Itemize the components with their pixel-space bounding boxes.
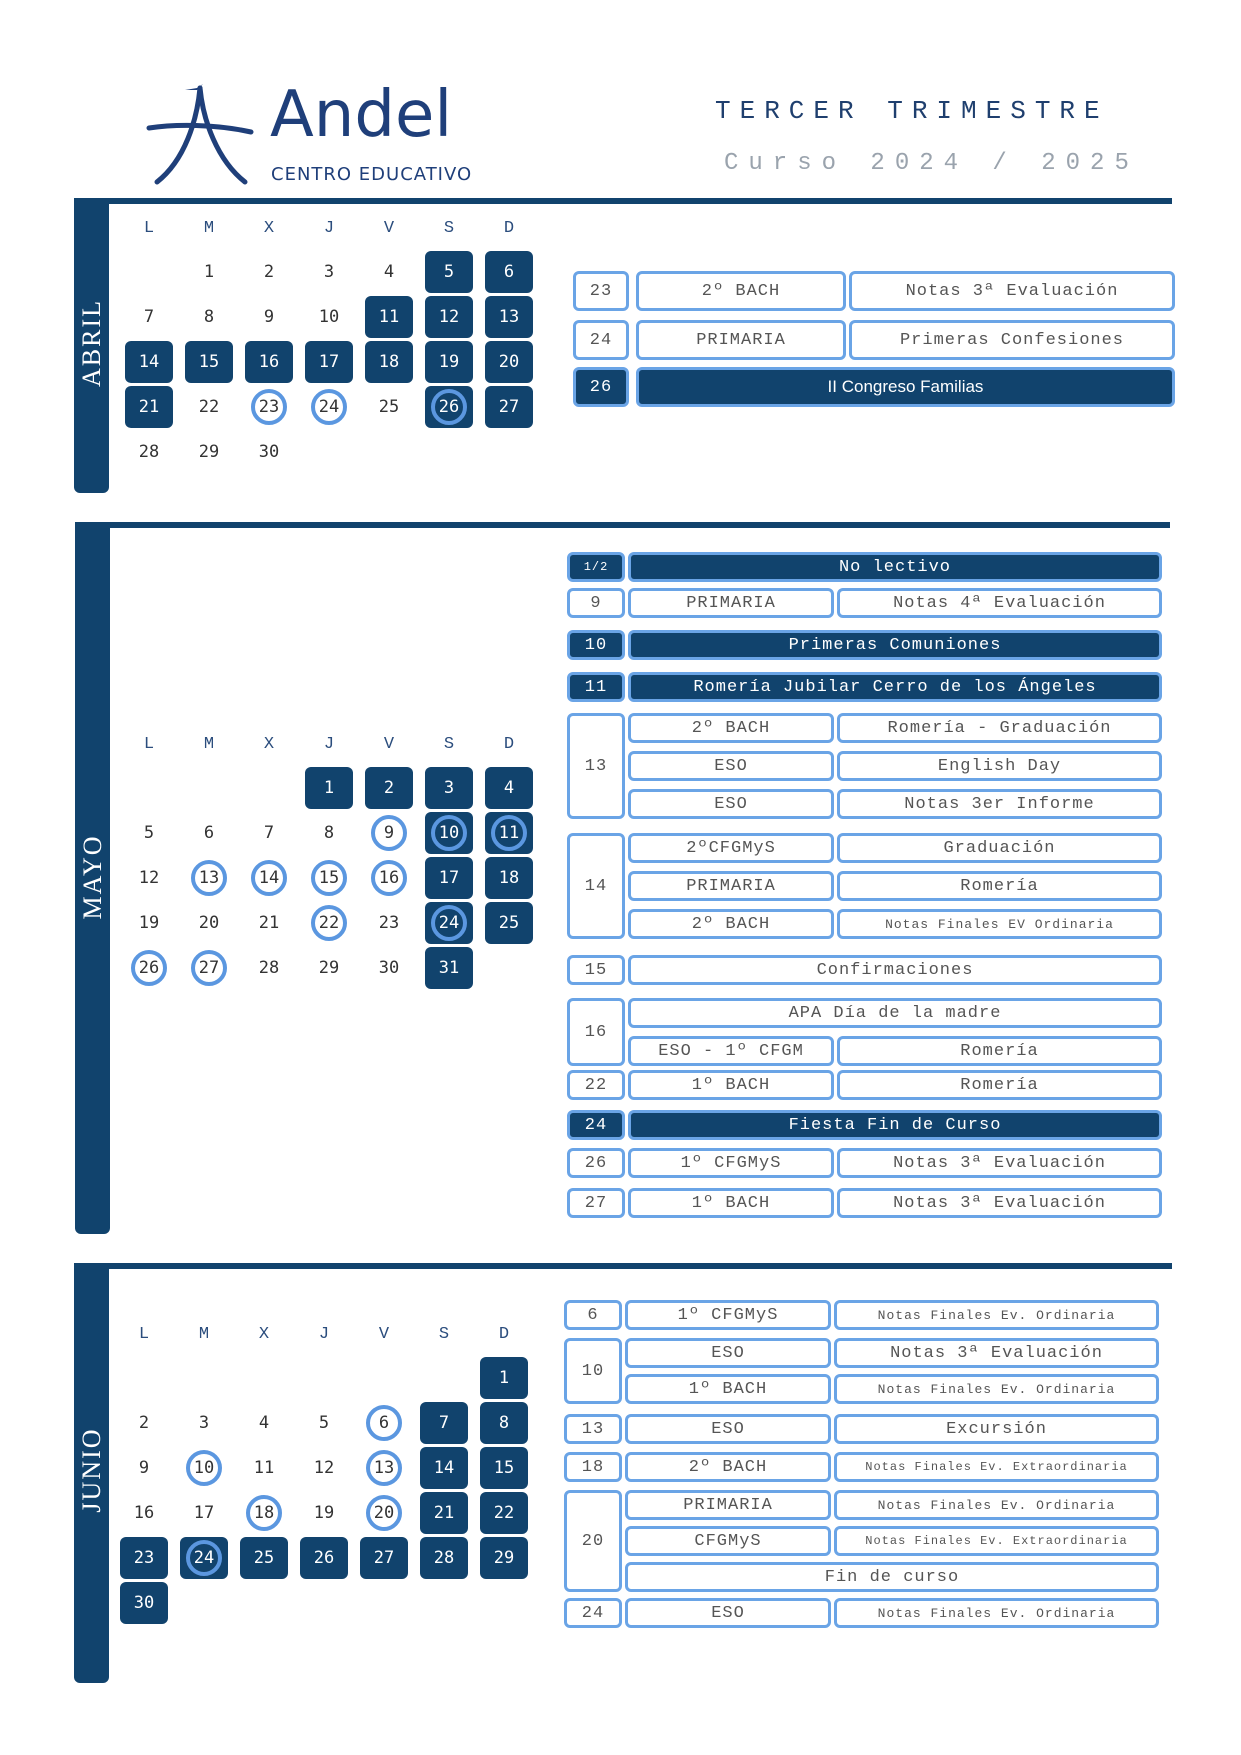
weekday-header: V bbox=[383, 218, 395, 238]
event-group: PRIMARIA bbox=[625, 1490, 831, 1520]
event-group: PRIMARIA bbox=[636, 320, 846, 360]
event-text: Fiesta Fin de Curso bbox=[628, 1110, 1162, 1140]
event-group: 1º BACH bbox=[625, 1374, 831, 1404]
calendar-day: 20 bbox=[198, 913, 220, 933]
calendar-day: 12 bbox=[138, 868, 160, 888]
weekday-header: J bbox=[323, 218, 335, 238]
calendar-day: 10 bbox=[425, 812, 473, 854]
calendar-day: 15 bbox=[305, 857, 353, 899]
event-day: 24 bbox=[567, 1110, 625, 1140]
weekday-header: D bbox=[503, 218, 515, 238]
weekday-header: L bbox=[143, 734, 155, 754]
calendar-day: 22 bbox=[480, 1492, 528, 1534]
logo-mark-icon bbox=[145, 80, 255, 190]
weekday-header: M bbox=[203, 218, 215, 238]
calendar-day: 6 bbox=[203, 823, 215, 843]
event-group: ESO bbox=[625, 1338, 831, 1368]
event-day: 24 bbox=[573, 320, 629, 360]
event-day: 13 bbox=[564, 1414, 622, 1444]
calendar-day: 8 bbox=[480, 1402, 528, 1444]
event-group: PRIMARIA bbox=[628, 588, 834, 618]
event-text: Notas 3ª Evaluación bbox=[834, 1338, 1159, 1368]
calendar-day: 7 bbox=[420, 1402, 468, 1444]
event-group: ESO bbox=[628, 789, 834, 819]
calendar-day: 30 bbox=[258, 442, 280, 462]
event-day: 10 bbox=[567, 630, 625, 660]
event-text: Romería bbox=[837, 871, 1162, 901]
calendar-day: 1 bbox=[305, 767, 353, 809]
event-group: 2º BACH bbox=[628, 713, 834, 743]
calendar-day: 3 bbox=[425, 767, 473, 809]
event-text: Primeras Comuniones bbox=[628, 630, 1162, 660]
event-group: 2º BACH bbox=[636, 271, 846, 311]
calendar-day: 16 bbox=[365, 857, 413, 899]
calendar-day: 9 bbox=[138, 1458, 150, 1478]
event-text: Romería bbox=[837, 1036, 1162, 1066]
event-group: 2ºCFGMyS bbox=[628, 833, 834, 863]
event-text: Graduación bbox=[837, 833, 1162, 863]
section-divider-may bbox=[75, 522, 1170, 528]
calendar-day: 23 bbox=[245, 386, 293, 428]
calendar-day: 30 bbox=[378, 958, 400, 978]
calendar-day: 14 bbox=[125, 341, 173, 383]
calendar-day: 3 bbox=[323, 262, 335, 282]
calendar-day: 18 bbox=[365, 341, 413, 383]
event-text: Notas Finales EV Ordinaria bbox=[837, 909, 1162, 939]
event-group: 2º BACH bbox=[625, 1452, 831, 1482]
page-subtitle: Curso 2024 / 2025 bbox=[724, 150, 1139, 177]
calendar-day: 26 bbox=[425, 386, 473, 428]
event-day: 14 bbox=[567, 833, 625, 939]
event-day: 18 bbox=[564, 1452, 622, 1482]
calendar-day: 28 bbox=[420, 1537, 468, 1579]
calendar-day: 2 bbox=[263, 262, 275, 282]
calendar-day: 27 bbox=[185, 947, 233, 989]
event-text: Notas Finales Ev. Ordinaria bbox=[834, 1374, 1159, 1404]
calendar-day: 28 bbox=[258, 958, 280, 978]
calendar-day: 4 bbox=[258, 1413, 270, 1433]
event-text: II Congreso Familias bbox=[636, 367, 1175, 407]
weekday-header: X bbox=[263, 218, 275, 238]
calendar-day: 16 bbox=[133, 1503, 155, 1523]
event-group: PRIMARIA bbox=[628, 871, 834, 901]
weekday-header: V bbox=[378, 1324, 390, 1344]
calendar-day: 5 bbox=[318, 1413, 330, 1433]
event-group: ESO - 1º CFGM bbox=[628, 1036, 834, 1066]
calendar-day: 2 bbox=[365, 767, 413, 809]
event-group: ESO bbox=[628, 751, 834, 781]
event-day: 22 bbox=[567, 1070, 625, 1100]
calendar-day: 9 bbox=[263, 307, 275, 327]
calendar-day: 27 bbox=[360, 1537, 408, 1579]
event-text: Notas 3ª Evaluación bbox=[849, 271, 1175, 311]
calendar-day: 12 bbox=[425, 296, 473, 338]
event-day: 23 bbox=[573, 271, 629, 311]
event-text: Notas Finales Ev. Ordinaria bbox=[834, 1490, 1159, 1520]
calendar-day: 17 bbox=[193, 1503, 215, 1523]
weekday-header: V bbox=[383, 734, 395, 754]
event-text: Notas Finales Ev. Ordinaria bbox=[834, 1300, 1159, 1330]
calendar-day: 29 bbox=[480, 1537, 528, 1579]
calendar-day: 19 bbox=[138, 913, 160, 933]
event-day: 6 bbox=[564, 1300, 622, 1330]
calendar-day: 7 bbox=[263, 823, 275, 843]
calendar-day: 17 bbox=[425, 857, 473, 899]
event-group: 1º BACH bbox=[628, 1070, 834, 1100]
calendar-day: 12 bbox=[313, 1458, 335, 1478]
calendar-day: 15 bbox=[185, 341, 233, 383]
calendar-day: 13 bbox=[360, 1447, 408, 1489]
calendar-day: 6 bbox=[485, 251, 533, 293]
calendar-day: 19 bbox=[425, 341, 473, 383]
calendar-day: 6 bbox=[360, 1402, 408, 1444]
calendar-day: 15 bbox=[480, 1447, 528, 1489]
calendar-day: 1 bbox=[480, 1357, 528, 1399]
section-divider-june bbox=[74, 1263, 1172, 1269]
event-day: 16 bbox=[567, 998, 625, 1066]
calendar-day: 20 bbox=[360, 1492, 408, 1534]
calendar-day: 26 bbox=[125, 947, 173, 989]
event-text: No lectivo bbox=[628, 552, 1162, 582]
calendar-day: 18 bbox=[485, 857, 533, 899]
calendar-day: 13 bbox=[485, 296, 533, 338]
calendar-day: 8 bbox=[203, 307, 215, 327]
event-text: Notas 3er Informe bbox=[837, 789, 1162, 819]
calendar-day: 24 bbox=[305, 386, 353, 428]
calendar-day: 27 bbox=[485, 386, 533, 428]
event-text: Notas Finales Ev. Extraordinaria bbox=[834, 1526, 1159, 1556]
event-group: 2º BACH bbox=[628, 909, 834, 939]
calendar-day: 24 bbox=[425, 902, 473, 944]
event-day: 1/2 bbox=[567, 552, 625, 582]
event-text: English Day bbox=[837, 751, 1162, 781]
event-day: 26 bbox=[573, 367, 629, 407]
weekday-header: S bbox=[443, 734, 455, 754]
calendar-day: 20 bbox=[485, 341, 533, 383]
calendar-day: 9 bbox=[365, 812, 413, 854]
event-day: 20 bbox=[564, 1490, 622, 1592]
event-text: Primeras Confesiones bbox=[849, 320, 1175, 360]
logo-name: Andel bbox=[270, 78, 453, 152]
event-day: 9 bbox=[567, 588, 625, 618]
event-text: Fin de curso bbox=[625, 1562, 1159, 1592]
calendar-day: 28 bbox=[138, 442, 160, 462]
event-text: Notas 4ª Evaluación bbox=[837, 588, 1162, 618]
month-label-may: MAYO bbox=[78, 834, 107, 920]
event-text: Romería - Graduación bbox=[837, 713, 1162, 743]
logo-subtitle: CENTRO EDUCATIVO bbox=[271, 164, 473, 185]
calendar-day: 25 bbox=[485, 902, 533, 944]
calendar-day: 11 bbox=[253, 1458, 275, 1478]
calendar-day: 11 bbox=[485, 812, 533, 854]
calendar-day: 21 bbox=[258, 913, 280, 933]
calendar-day: 24 bbox=[180, 1537, 228, 1579]
calendar-day: 25 bbox=[240, 1537, 288, 1579]
weekday-header: J bbox=[318, 1324, 330, 1344]
event-text: Romería Jubilar Cerro de los Ángeles bbox=[628, 672, 1162, 702]
event-text: Notas Finales Ev. Ordinaria bbox=[834, 1598, 1159, 1628]
weekday-header: L bbox=[138, 1324, 150, 1344]
event-day: 10 bbox=[564, 1338, 622, 1404]
calendar-day: 31 bbox=[425, 947, 473, 989]
calendar-day: 4 bbox=[485, 767, 533, 809]
calendar-day: 29 bbox=[318, 958, 340, 978]
event-group: 1º BACH bbox=[628, 1188, 834, 1218]
weekday-header: X bbox=[258, 1324, 270, 1344]
weekday-header: M bbox=[198, 1324, 210, 1344]
calendar-day: 21 bbox=[420, 1492, 468, 1534]
calendar-day: 30 bbox=[120, 1582, 168, 1624]
calendar-day: 23 bbox=[120, 1537, 168, 1579]
month-label-june: JUNIO bbox=[77, 1427, 106, 1513]
calendar-day: 14 bbox=[420, 1447, 468, 1489]
event-group: ESO bbox=[625, 1598, 831, 1628]
weekday-header: M bbox=[203, 734, 215, 754]
calendar-day: 18 bbox=[240, 1492, 288, 1534]
calendar-day: 5 bbox=[425, 251, 473, 293]
weekday-header: D bbox=[498, 1324, 510, 1344]
calendar-day: 14 bbox=[245, 857, 293, 899]
event-day: 27 bbox=[567, 1188, 625, 1218]
calendar-day: 4 bbox=[383, 262, 395, 282]
event-text: Notas 3ª Evaluación bbox=[837, 1148, 1162, 1178]
weekday-header: D bbox=[503, 734, 515, 754]
event-text: Confirmaciones bbox=[628, 955, 1162, 985]
weekday-header: S bbox=[438, 1324, 450, 1344]
weekday-header: J bbox=[323, 734, 335, 754]
event-group: ESO bbox=[625, 1414, 831, 1444]
event-text: Excursión bbox=[834, 1414, 1159, 1444]
weekday-header: X bbox=[263, 734, 275, 754]
calendar-day: 29 bbox=[198, 442, 220, 462]
calendar-day: 22 bbox=[305, 902, 353, 944]
event-day: 15 bbox=[567, 955, 625, 985]
event-group: 1º CFGMyS bbox=[628, 1148, 834, 1178]
event-text: Notas 3ª Evaluación bbox=[837, 1188, 1162, 1218]
event-group: CFGMyS bbox=[625, 1526, 831, 1556]
event-text: Romería bbox=[837, 1070, 1162, 1100]
calendar-day: 13 bbox=[185, 857, 233, 899]
calendar-day: 21 bbox=[125, 386, 173, 428]
calendar-day: 26 bbox=[300, 1537, 348, 1579]
event-text: APA Día de la madre bbox=[628, 998, 1162, 1028]
calendar-day: 11 bbox=[365, 296, 413, 338]
event-day: 13 bbox=[567, 713, 625, 819]
section-divider-april bbox=[74, 198, 1172, 204]
page-title: TERCER TRIMESTRE bbox=[715, 96, 1109, 126]
event-day: 26 bbox=[567, 1148, 625, 1178]
calendar-day: 22 bbox=[198, 397, 220, 417]
calendar-day: 8 bbox=[323, 823, 335, 843]
calendar-day: 16 bbox=[245, 341, 293, 383]
calendar-day: 10 bbox=[318, 307, 340, 327]
calendar-day: 5 bbox=[143, 823, 155, 843]
calendar-day: 23 bbox=[378, 913, 400, 933]
calendar-day: 25 bbox=[378, 397, 400, 417]
calendar-day: 10 bbox=[180, 1447, 228, 1489]
calendar-day: 17 bbox=[305, 341, 353, 383]
event-day: 11 bbox=[567, 672, 625, 702]
calendar-day: 3 bbox=[198, 1413, 210, 1433]
event-day: 24 bbox=[564, 1598, 622, 1628]
weekday-header: S bbox=[443, 218, 455, 238]
calendar-day: 2 bbox=[138, 1413, 150, 1433]
calendar-day: 1 bbox=[203, 262, 215, 282]
calendar-day: 7 bbox=[143, 307, 155, 327]
event-group: 1º CFGMyS bbox=[625, 1300, 831, 1330]
calendar-day: 19 bbox=[313, 1503, 335, 1523]
event-text: Notas Finales Ev. Extraordinaria bbox=[834, 1452, 1159, 1482]
month-label-april: ABRIL bbox=[77, 299, 106, 387]
weekday-header: L bbox=[143, 218, 155, 238]
logo bbox=[145, 80, 495, 190]
